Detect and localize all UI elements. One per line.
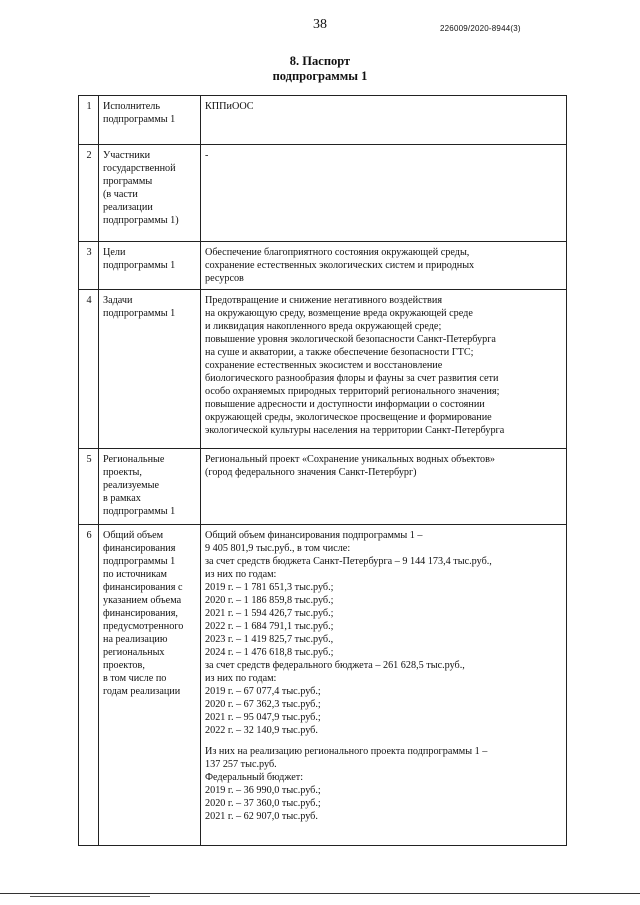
- section-title: [0, 54, 640, 84]
- row-value: [201, 96, 567, 145]
- text-line: по источникам: [103, 569, 168, 580]
- text-line: подпрограммы 1: [103, 506, 176, 517]
- row-label: [99, 96, 201, 145]
- text-line: Исполнитель: [103, 101, 160, 112]
- table-row: [79, 145, 567, 242]
- row-value: [201, 290, 567, 449]
- text-line: Цели: [103, 247, 126, 258]
- row-number: 2: [79, 145, 99, 242]
- row-label: [99, 449, 201, 525]
- text-line: КППиООС: [205, 101, 254, 112]
- text-line: на окружающую среду, возмещение вреда окружающей среде: [205, 308, 473, 319]
- text-line: (в части: [103, 189, 138, 200]
- text-line: 2024 г. – 1 476 618,8 тыс.руб.;: [205, 647, 334, 658]
- row-number: 4: [79, 290, 99, 449]
- row-label: [99, 242, 201, 290]
- text-line: повышение адресности и доступности информации о состоянии: [205, 399, 485, 410]
- text-line: 2019 г. – 67 077,4 тыс.руб.;: [205, 686, 321, 697]
- row-number: 6: [79, 525, 99, 846]
- text-line: финансирования,: [103, 608, 178, 619]
- text-line: за счет средств бюджета Санкт-Петербурга – 9 144 173,4 тыс.руб.,: [205, 556, 492, 567]
- table-row: [79, 525, 567, 846]
- text-line: Предотвращение и снижение негативного воздействия: [205, 295, 443, 306]
- text-line: подпрограммы 1): [103, 215, 179, 226]
- text-line: особо охраняемых природных территорий регионального значения;: [205, 386, 500, 397]
- text-line: и ликвидация накопленного вреда окружающей среде;: [205, 321, 442, 332]
- text-line: Участники: [103, 150, 151, 161]
- text-line: на суше и акватории, а также обеспечение безопасности ГТС;: [205, 347, 474, 358]
- text-line: в том числе по: [103, 673, 167, 684]
- text-line: 2022 г. – 1 684 791,1 тыс.руб.;: [205, 621, 334, 632]
- text-line: программы: [103, 176, 153, 187]
- text-line: -: [205, 150, 209, 161]
- text-line: Задачи: [103, 295, 133, 306]
- paragraph-spacer: [205, 737, 563, 745]
- text-line: подпрограммы 1: [103, 260, 176, 271]
- text-line: сохранение естественных экологических систем и природных: [205, 260, 475, 271]
- text-line: подпрограммы 1: [103, 114, 176, 125]
- text-line: финансирования: [103, 543, 176, 554]
- text-line: экологической культуры населения на территории Санкт-Петербурга: [205, 425, 505, 436]
- text-line: биологического разнообразия флоры и фауны за счет развития сети: [205, 373, 499, 384]
- text-line: Региональный проект «Сохранение уникальных водных объектов»: [205, 454, 496, 465]
- text-line: Из них на реализацию регионального проекта подпрограммы 1 –: [205, 746, 488, 757]
- text-line: указанием объема: [103, 595, 182, 606]
- text-line: 2020 г. – 1 186 859,8 тыс.руб.;: [205, 595, 334, 606]
- text-line: из них по годам:: [205, 569, 277, 580]
- text-line: Федеральный бюджет:: [205, 772, 304, 783]
- text-line: сохранение естественных экосистем и восстановление: [205, 360, 443, 371]
- passport-table: [78, 95, 567, 846]
- row-number: 3: [79, 242, 99, 290]
- text-line: государственной: [103, 163, 176, 174]
- row-value: [201, 145, 567, 242]
- row-label: [99, 290, 201, 449]
- text-line: окружающей среды, экологическое просвещение и формирование: [205, 412, 492, 423]
- text-line: повышение уровня экологической безопасности Санкт-Петербурга: [205, 334, 496, 345]
- text-line: 2021 г. – 62 907,0 тыс.руб.: [205, 811, 318, 822]
- text-line: 2019 г. – 1 781 651,3 тыс.руб.;: [205, 582, 334, 593]
- text-line: подпрограммы 1: [103, 308, 176, 319]
- text-line: 2021 г. – 95 047,9 тыс.руб.;: [205, 712, 321, 723]
- footer-rule-short: [30, 896, 150, 897]
- footer-rule: [0, 893, 640, 894]
- text-line: на реализацию: [103, 634, 168, 645]
- table-row: [79, 96, 567, 145]
- text-line: 2019 г. – 36 990,0 тыс.руб.;: [205, 785, 321, 796]
- title-line-2: подпрограммы 1: [272, 69, 368, 83]
- text-line: (город федерального значения Санкт-Петербург): [205, 467, 417, 478]
- row-value: [201, 242, 567, 290]
- title-line-1: 8. Паспорт: [289, 54, 351, 68]
- text-line: проектов,: [103, 660, 145, 671]
- page-number: 38: [313, 17, 327, 32]
- text-line: за счет средств федерального бюджета – 261 628,5 тыс.руб.,: [205, 660, 465, 671]
- text-line: проекты,: [103, 467, 142, 478]
- document-code: 226009/2020-8944(3): [440, 24, 521, 33]
- text-line: Региональные: [103, 454, 165, 465]
- text-line: Обеспечение благоприятного состояния окружающей среды,: [205, 247, 470, 258]
- text-line: 2023 г. – 1 419 825,7 тыс.руб.,: [205, 634, 334, 645]
- row-label: [99, 525, 201, 846]
- text-line: реализуемые: [103, 480, 159, 491]
- text-line: 2021 г. – 1 594 426,7 тыс.руб.;: [205, 608, 334, 619]
- text-line: 9 405 801,9 тыс.руб., в том числе:: [205, 543, 351, 554]
- text-line: финансирования с: [103, 582, 183, 593]
- text-line: предусмотренного: [103, 621, 184, 632]
- text-line: 2020 г. – 37 360,0 тыс.руб.;: [205, 798, 321, 809]
- text-line: годам реализации: [103, 686, 181, 697]
- table-row: [79, 242, 567, 290]
- text-line: в рамках: [103, 493, 141, 504]
- text-line: реализации: [103, 202, 153, 213]
- table-row: [79, 449, 567, 525]
- text-line: региональных: [103, 647, 165, 658]
- text-line: ресурсов: [205, 273, 244, 284]
- table-row: [79, 290, 567, 449]
- row-number: 1: [79, 96, 99, 145]
- text-line: 2020 г. – 67 362,3 тыс.руб.;: [205, 699, 321, 710]
- text-line: Общий объем: [103, 530, 164, 541]
- row-value: [201, 449, 567, 525]
- row-value: [201, 525, 567, 846]
- row-label: [99, 145, 201, 242]
- text-line: из них по годам:: [205, 673, 277, 684]
- text-line: 2022 г. – 32 140,9 тыс.руб.: [205, 725, 318, 736]
- text-line: подпрограммы 1: [103, 556, 176, 567]
- row-number: 5: [79, 449, 99, 525]
- text-line: 137 257 тыс.руб.: [205, 759, 277, 770]
- text-line: Общий объем финансирования подпрограммы 1 –: [205, 530, 423, 541]
